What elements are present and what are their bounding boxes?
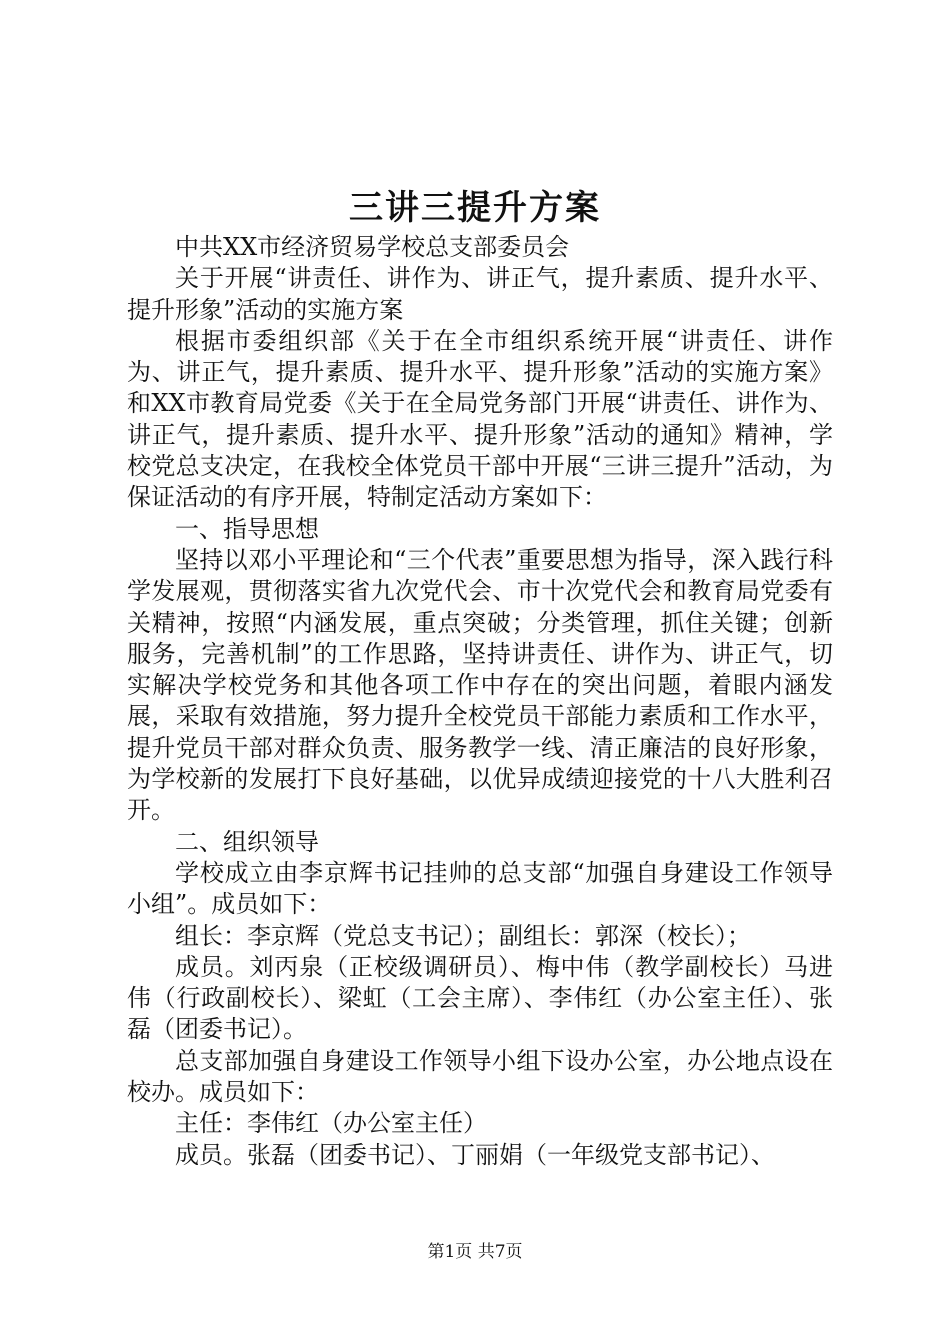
paragraph-office: 总支部加强自身建设工作领导小组下设办公室，办公地点设在校办。成员如下：	[127, 1046, 833, 1107]
paragraph-office-members: 成员。张磊（团委书记）、丁丽娟（一年级党支部书记）、	[175, 1140, 775, 1169]
paragraph-leadership-group: 学校成立由李京辉书记挂帅的总支部“加强自身建设工作领导小组”。成员如下：	[127, 858, 833, 919]
paragraph-intro: 根据市委组织部《关于在全市组织系统开展“讲责任、讲作为、讲正气，提升素质、提升水平、提升形象”活动的实施方案》和XX市教育局党委《关于在全局党务部门开展“讲责任、讲作为、讲正气，提升素质、提升水平、提升形象”活动的通知》精神，学校党总支决定，在我校全体党员干部中开展“三讲三提升”活动，为保证活动的有序开展，特制定活动方案如下：	[127, 326, 833, 512]
paragraph-group-leaders: 组长：李京辉（党总支书记）；副组长：郭深（校长）；	[175, 921, 751, 950]
paragraph-guiding-thought: 坚持以邓小平理论和“三个代表”重要思想为指导，深入践行科学发展观，贯彻落实省九次党代会、市十次党代会和教育局党委有关精神，按照“内涵发展，重点突破；分类管理，抓住关键；创新服务，完善机制”的工作思路，坚持讲责任、讲作为、讲正气，切实解决学校党务和其他各项工作中存在的突出问题，着眼内涵发展，采取有效措施，努力提升全校党员干部能力素质和工作水平，提升党员干部对群众负责、服务教学一线、清正廉洁的良好形象，为学校新的发展打下良好基础，以优异成绩迎接党的十八大胜利召开。	[127, 545, 833, 825]
section-heading-guiding-thought: 一、指导思想	[175, 514, 319, 543]
document-body	[127, 232, 833, 1171]
document-title: 三讲三提升方案	[349, 188, 601, 228]
paragraph-subtitle: 关于开展“讲责任、讲作为、讲正气，提升素质、提升水平、提升形象”活动的实施方案	[127, 264, 833, 324]
paragraph-group-members: 成员。刘丙泉（正校级调研员）、梅中伟（教学副校长）马进伟（行政副校长）、梁虹（工会主席）、李伟红（办公室主任）、张磊（团委书记）。	[127, 952, 833, 1044]
paragraph-org-name: 中共XX市经济贸易学校总支部委员会	[175, 233, 570, 261]
page-footer: 第1页 共7页	[427, 1242, 523, 1262]
section-heading-leadership: 二、组织领导	[175, 827, 319, 856]
paragraph-office-director: 主任：李伟红（办公室主任）	[175, 1109, 487, 1138]
